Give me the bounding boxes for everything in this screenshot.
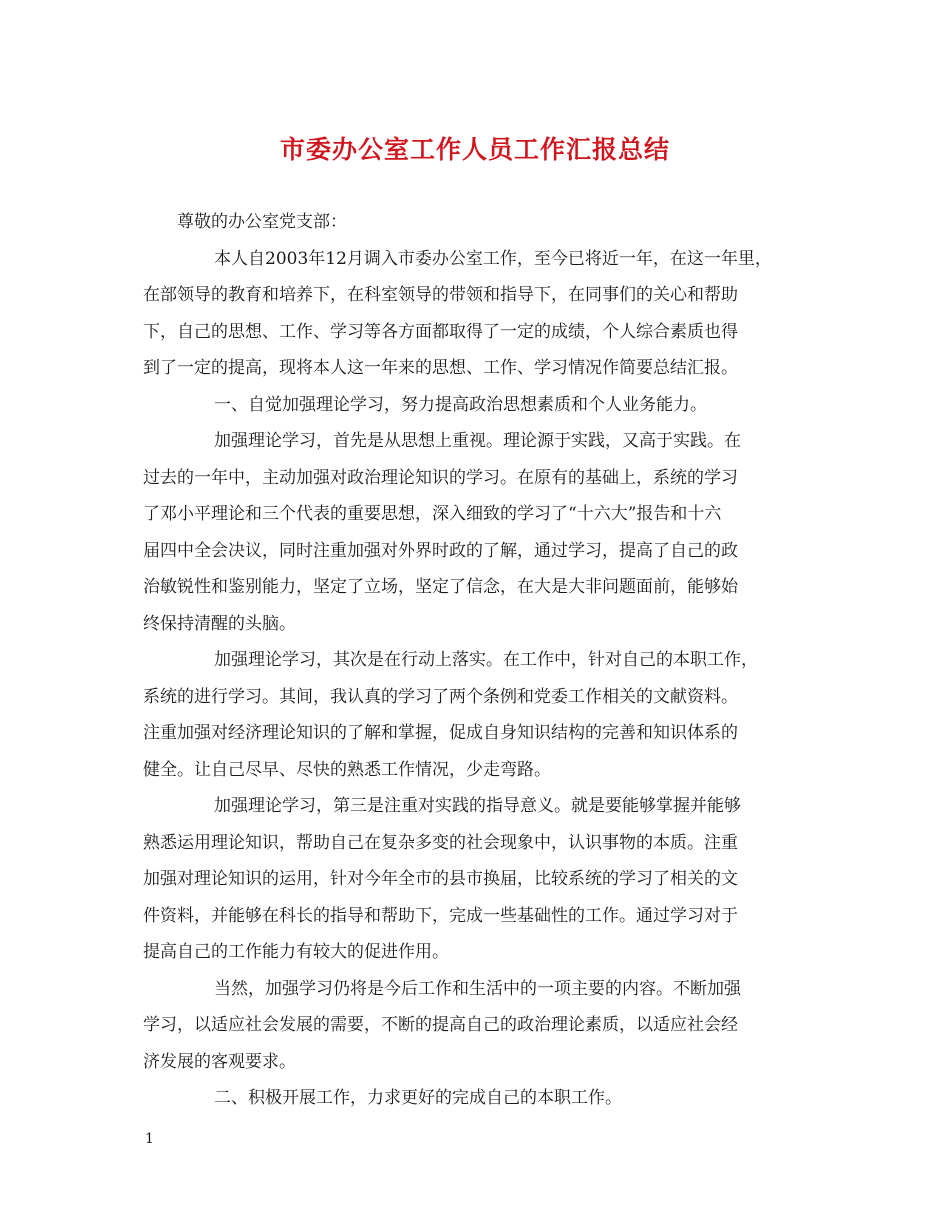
text-line: 学习，以适应社会发展的需要，不断的提高自己的政治理论素质，以适应社会经: [143, 1015, 738, 1035]
text-line: 加强理论学习，首先是从思想上重视。理论源于实践，又高于实践。在: [214, 431, 741, 451]
text-line: 治敏锐性和鉴别能力，坚定了立场，坚定了信念，在大是大非问题面前，能够始: [143, 577, 738, 597]
text-line: 加强理论学习，第三是注重对实践的指导意义。就是要能够掌握并能够: [214, 796, 741, 816]
page-number: 1: [145, 1131, 154, 1147]
text-line: 届四中全会决议，同时注重加强对外界时政的了解，通过学习，提高了自己的政: [143, 540, 738, 561]
document-body: [143, 204, 818, 1117]
text-line: 加强理论学习，其次是在行动上落实。在工作中，针对自己的本职工作，: [214, 650, 758, 670]
text-line: 到了一定的提高，现将本人这一年来的思想、工作、学习情况作简要总结汇报。: [143, 358, 738, 378]
text-line: 注重加强对经济理论知识的了解和掌握，促成自身知识结构的完善和知识体系的: [143, 723, 738, 743]
text-line: 提高自己的工作能力有较大的促进作用。: [143, 942, 449, 962]
text-line: 终保持清醒的头脑。: [143, 613, 296, 634]
text-line: 熟悉运用理论知识，帮助自己在复杂多变的社会现象中，认识事物的本质。注重: [143, 832, 738, 853]
text-line: 二、积极开展工作，力求更好的完成自己的本职工作。: [214, 1088, 622, 1108]
text-line: 了邓小平理论和三个代表的重要思想，深入细致的学习了“十六大”报告和十六: [143, 504, 722, 524]
text-line: 过去的一年中，主动加强对政治理论知识的学习。在原有的基础上，系统的学习: [143, 467, 738, 488]
text-line: 尊敬的办公室党支部：: [177, 212, 347, 232]
text-line: 本人自2003年12月调入市委办公室工作，至今已将近一年，在这一年里，: [214, 248, 772, 269]
text-line: 在部领导的教育和培养下，在科室领导的带领和指导下，在同事们的关心和帮助: [143, 285, 738, 305]
text-line: 当然，加强学习仍将是今后工作和生活中的一项主要的内容。不断加强: [214, 978, 741, 999]
page-title: 市委办公室工作人员工作汇报总结: [279, 135, 670, 164]
text-line: 健全。让自己尽早、尽快的熟悉工作情况，少走弯路。: [143, 759, 551, 780]
text-line: 济发展的客观要求。: [143, 1051, 296, 1072]
text-line: 件资料，并能够在科长的指导和帮助下，完成一些基础性的工作。通过学习对于: [143, 905, 738, 926]
text-line: 系统的进行学习。其间，我认真的学习了两个条例和党委工作相关的文献资料。: [143, 686, 738, 707]
text-line: 一、自觉加强理论学习，努力提高政治思想素质和个人业务能力。: [214, 394, 707, 415]
text-line: 加强对理论知识的运用，针对今年全市的县市换届，比较系统的学习了相关的文: [143, 869, 738, 889]
text-line: 下，自己的思想、工作、学习等各方面都取得了一定的成绩，个人综合素质也得: [143, 321, 738, 342]
